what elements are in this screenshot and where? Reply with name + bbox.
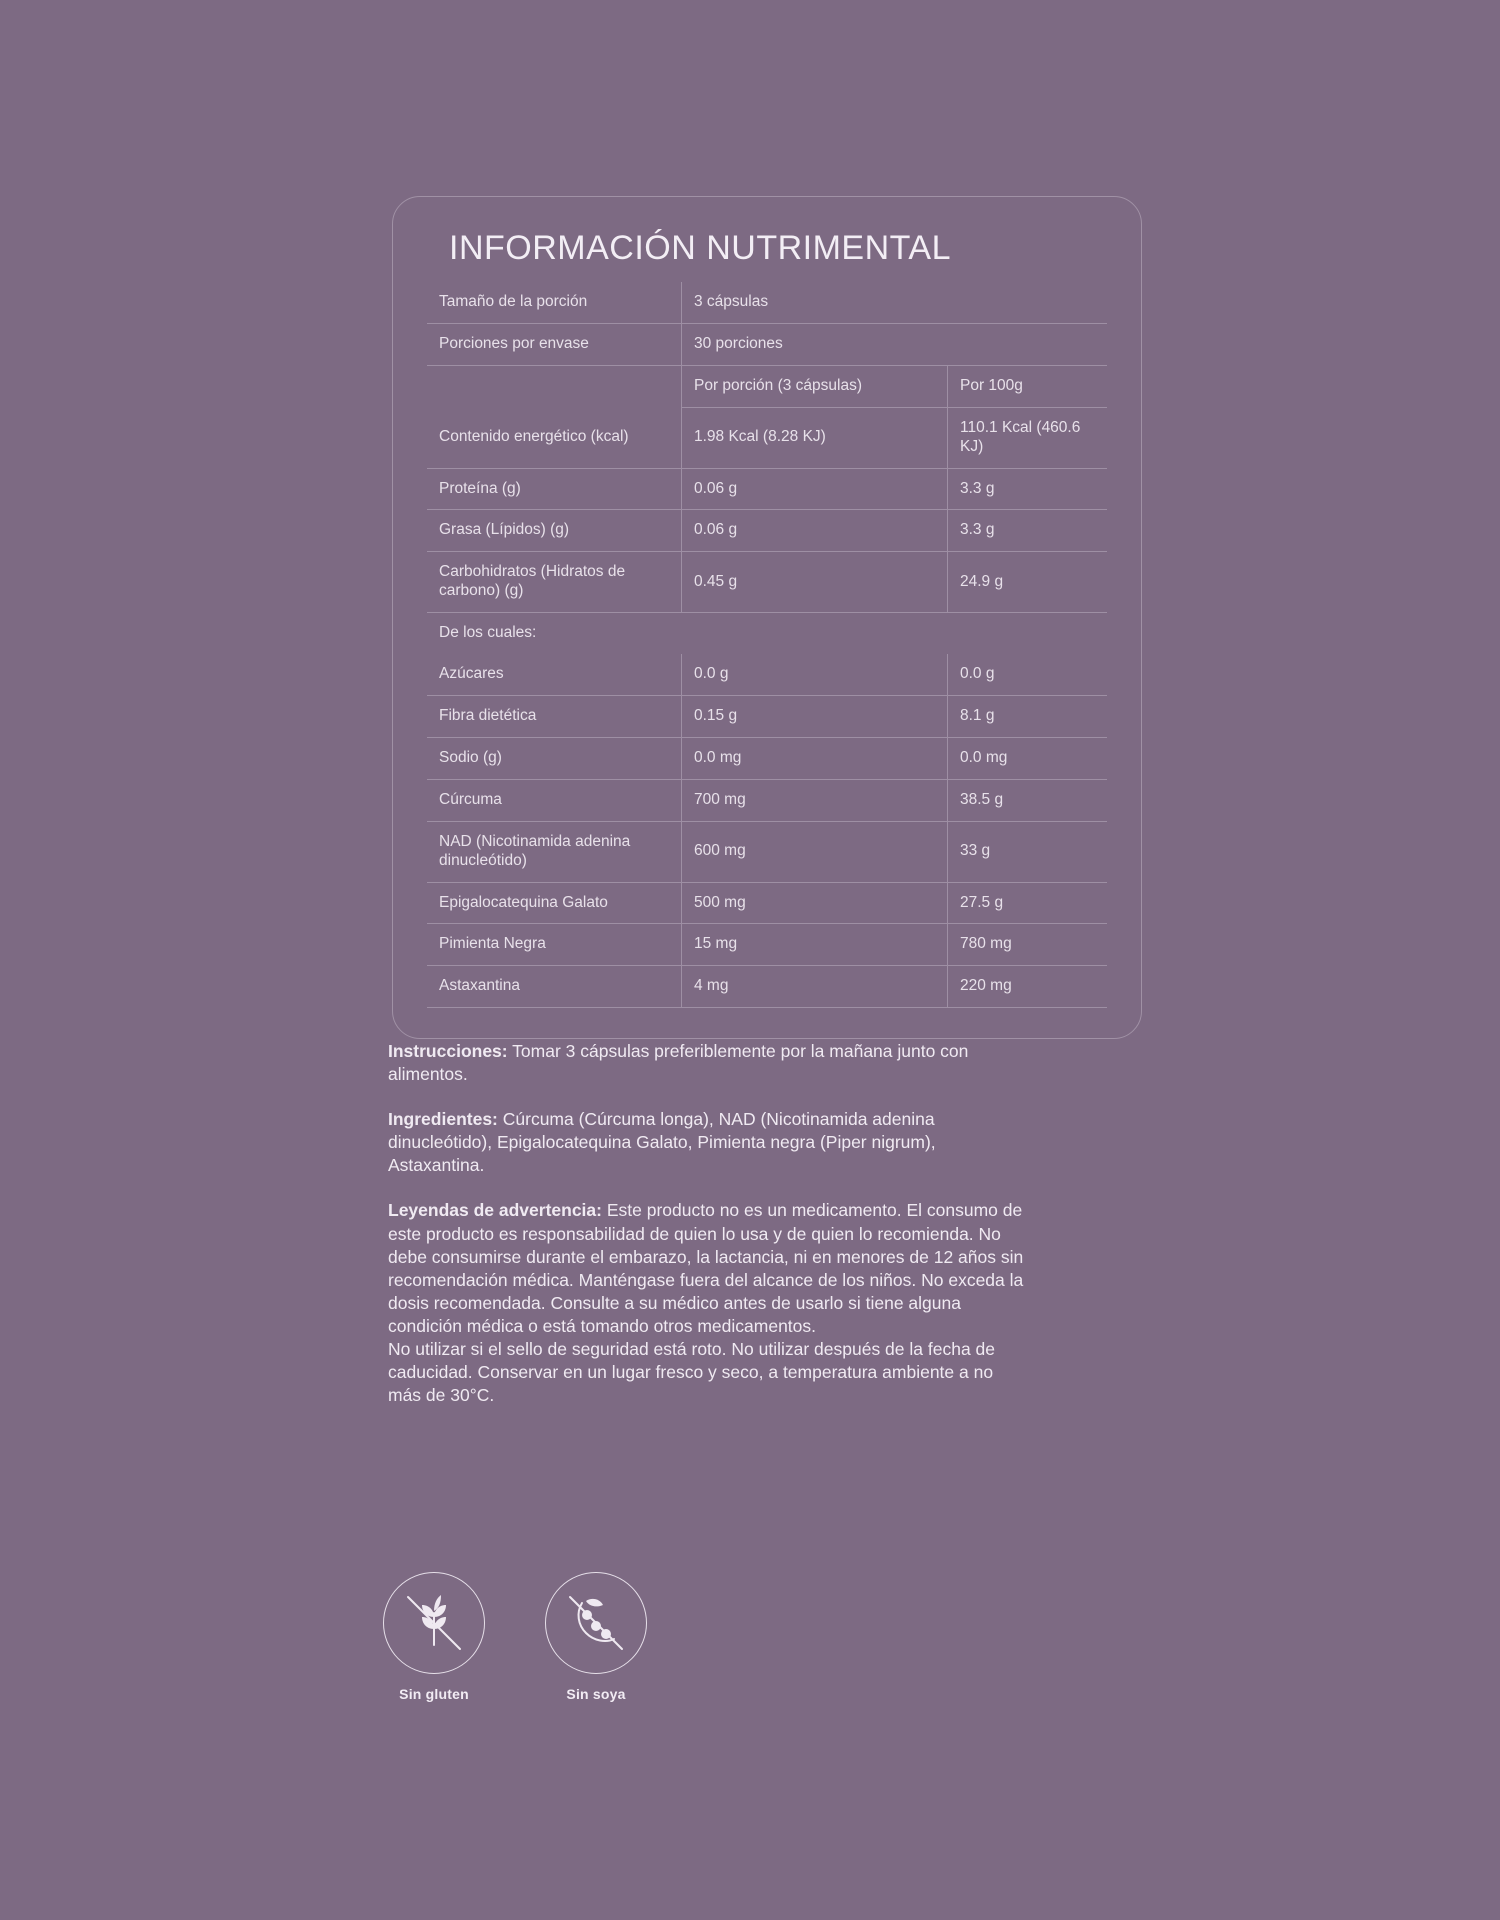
table-row [427,323,1107,365]
table-row [427,468,1107,510]
row-label: Carbohidratos (Hidratos de carbono) (g) [427,552,682,613]
table-subheader-row [427,613,1107,654]
row-per-100g: 3.3 g [948,510,1108,552]
column-header-per-100g: Por 100g [948,365,1108,407]
instructions-label: Instrucciones: [388,1041,508,1061]
row-per-100g: 38.5 g [948,779,1108,821]
table-row [427,654,1107,695]
row-per-serving: 15 mg [682,924,948,966]
row-per-serving: 600 mg [682,821,948,882]
serving-size-label: Tamaño de la porción [427,282,682,323]
row-label: Grasa (Lípidos) (g) [427,510,682,552]
row-per-serving: 0.45 g [682,552,948,613]
row-per-100g: 780 mg [948,924,1108,966]
label-copy [388,1040,1028,1429]
instructions-text: Tomar 3 cápsulas preferiblemente por la mañana junto con alimentos. [388,1041,969,1085]
row-per-serving: 0.06 g [682,468,948,510]
row-per-100g: 27.5 g [948,882,1108,924]
page-title: INFORMACIÓN NUTRIMENTAL [449,229,951,267]
table-row [427,282,1107,323]
row-per-serving: 0.0 g [682,654,948,695]
row-label: Fibra dietética [427,695,682,737]
row-per-100g: 110.1 Kcal (460.6 KJ) [948,407,1108,468]
table-row [427,882,1107,924]
row-per-serving: 700 mg [682,779,948,821]
row-per-serving: 0.06 g [682,510,948,552]
servings-per-container-value: 30 porciones [682,323,1108,365]
row-per-100g: 8.1 g [948,695,1108,737]
row-label: Proteína (g) [427,468,682,510]
table-row [427,924,1107,966]
row-per-100g: 33 g [948,821,1108,882]
servings-per-container-label: Porciones por envase [427,323,682,365]
ingredients-paragraph [388,1108,1028,1177]
soy-crossed-icon [545,1572,647,1674]
serving-size-value: 3 cápsulas [682,282,1108,323]
wheat-crossed-icon [383,1572,485,1674]
row-label: Epigalocatequina Galato [427,882,682,924]
row-label: NAD (Nicotinamida adenina dinucleótido) [427,821,682,882]
table-row [427,821,1107,882]
row-label: Pimienta Negra [427,924,682,966]
nutrition-table [427,282,1107,1008]
ingredients-text: Cúrcuma (Cúrcuma longa), NAD (Nicotinamida adenina dinucleótido), Epigalocatequina Galato, Pimienta negra (Piper nigrum), Astaxantina. [388,1109,936,1176]
table-header-row [427,365,1107,407]
warnings-label: Leyendas de advertencia: [388,1200,602,1221]
certification-badges [382,1572,648,1702]
nutrition-panel [392,196,1142,1039]
row-per-100g: 0.0 g [948,654,1108,695]
table-row [427,407,1107,468]
row-label: Contenido energético (kcal) [427,407,682,468]
row-label: Azúcares [427,654,682,695]
warnings-text: Este producto no es un medicamento. El consumo de este producto es responsabilidad de quien lo usa y de quien lo recomienda. No debe consumirse durante el embarazo, la lactancia, ni en menores de 12 años sin recomendación médica. Manténgase fuera del alcance de los niños. No exceda la dosis recomendada. Consulte a su médico antes de usarlo si tiene alguna condición médica o está tomando otros medicamentos. [388,1200,1024,1336]
row-per-serving: 0.0 mg [682,737,948,779]
row-label: Astaxantina [427,966,682,1008]
table-row [427,695,1107,737]
row-per-serving: 0.15 g [682,695,948,737]
row-per-serving: 1.98 Kcal (8.28 KJ) [682,407,948,468]
column-header-per-serving: Por porción (3 cápsulas) [682,365,948,407]
table-row [427,966,1107,1008]
table-row [427,510,1107,552]
warnings-paragraph-2 [388,1338,1028,1407]
row-per-serving: 4 mg [682,966,948,1008]
warnings-paragraph [388,1199,1028,1338]
badge-sin-gluten [382,1572,486,1702]
row-per-100g: 24.9 g [948,552,1108,613]
row-label: Cúrcuma [427,779,682,821]
badge-label: Sin soya [566,1686,626,1702]
row-per-serving: 500 mg [682,882,948,924]
table-row [427,779,1107,821]
row-per-100g: 0.0 mg [948,737,1108,779]
empty-header-cell [427,365,682,407]
badge-label: Sin gluten [399,1686,469,1702]
row-per-100g: 3.3 g [948,468,1108,510]
badge-sin-soya [544,1572,648,1702]
subheader-label: De los cuales: [439,624,537,642]
row-label: Sodio (g) [427,737,682,779]
table-row [427,737,1107,779]
ingredients-label: Ingredientes: [388,1109,498,1130]
row-per-100g: 220 mg [948,966,1108,1008]
table-row [427,552,1107,613]
instructions-paragraph [388,1040,1028,1086]
warnings-text-2: No utilizar si el sello de seguridad está roto. No utilizar después de la fecha de caducidad. Conservar en un lugar fresco y seco, a temperatura ambiente a no más de 30°C. [388,1339,996,1406]
